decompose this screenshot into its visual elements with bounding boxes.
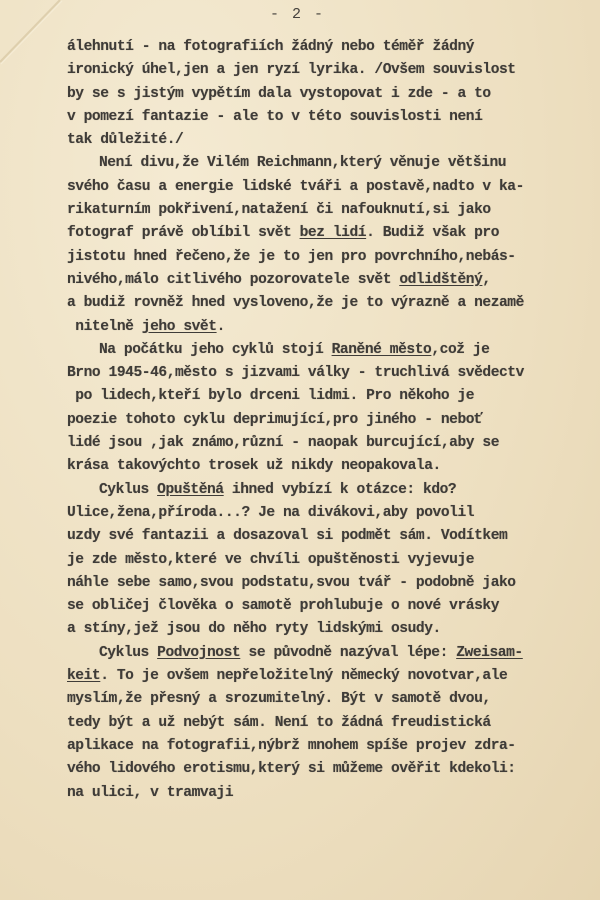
text-line — [67, 665, 599, 688]
underlined-text: Opuštěná — [157, 481, 224, 498]
text-segment: nivého,málo citlivého pozorovatele svět — [67, 271, 400, 288]
text-line — [67, 292, 599, 315]
text-segment: svého času a energie lidské tváři a postavě,nadto v ka- — [67, 178, 524, 195]
text-segment: tak důležité./ — [67, 132, 184, 149]
text-line — [67, 269, 599, 292]
text-segment: rikaturním pokřivení,natažení či nafouknutí,si jako — [67, 202, 491, 219]
text-segment: po lidech,kteří bylo drceni lidmi. Pro někoho je — [67, 388, 475, 405]
text-segment: se původně nazýval lépe: — [240, 644, 457, 661]
page-number: - 2 - — [270, 6, 326, 23]
text-segment: ,což je — [431, 341, 490, 358]
text-line — [67, 176, 599, 199]
text-line — [67, 362, 599, 385]
text-segment: náhle sebe samo,svou podstatu,svou tvář - podobně jako — [67, 574, 516, 591]
text-line — [67, 432, 599, 455]
text-line — [67, 502, 599, 525]
text-segment: a budiž rovněž hned vysloveno,že je to výrazně a nezamě — [67, 295, 524, 312]
text-line — [67, 385, 599, 408]
text-segment: tedy být a už nebýt sám. Není to žádná freudistická — [67, 714, 491, 731]
text-line — [67, 758, 599, 781]
text-segment: krása takovýchto trosek už nikdy neopakovala. — [67, 458, 441, 475]
text-line — [67, 479, 599, 502]
text-segment: Cyklus — [99, 644, 158, 661]
underlined-text: bez lidí — [299, 225, 367, 242]
underlined-text: odlidštěný — [399, 271, 483, 288]
text-segment: Není divu,že Vilém Reichmann,který věnuje většinu — [99, 155, 507, 172]
text-segment: je zde město,které ve chvíli opuštěnosti vyjevuje — [67, 551, 475, 568]
text-segment: poezie tohoto cyklu deprimující,pro jiného - neboť — [67, 411, 483, 428]
underlined-text: keit — [67, 668, 101, 685]
underlined-text: jeho svět — [141, 318, 217, 335]
text-line — [67, 152, 599, 175]
text-segment: vého lidového erotismu,který si můžeme ověřit kdekoli: — [67, 761, 516, 778]
text-segment: by se s jistým vypětím dala vystopovat i zde - a to — [67, 85, 491, 102]
text-segment: ironický úhel,jen a jen ryzí lyrika. /Ovšem souvislost — [67, 62, 516, 79]
text-line — [67, 455, 599, 478]
text-segment: Cyklus — [99, 481, 158, 498]
text-line — [67, 59, 599, 82]
text-segment: myslím,že přesný a srozumitelný. Být v samotě dvou, — [67, 691, 491, 708]
text-segment: v pomezí fantazie - ale to v této souvislosti není — [67, 108, 483, 125]
text-line — [67, 36, 599, 59]
text-segment: ihned vybízí k otázce: kdo? — [223, 481, 457, 498]
text-line — [67, 409, 599, 432]
text-segment: . Budiž však pro — [366, 225, 500, 242]
text-segment: álehnutí - na fotografiích žádný nebo téměř žádný — [67, 39, 475, 55]
text-line — [67, 595, 599, 618]
text-line — [67, 246, 599, 269]
text-line — [67, 339, 599, 362]
text-segment: jistotu hned řečeno,že je to jen pro povrchního,nebás- — [67, 248, 516, 265]
text-line — [67, 782, 599, 805]
text-segment: Brno 1945-46,město s jizvami války - truchlivá svědectv — [67, 365, 524, 382]
text-line — [67, 199, 599, 222]
text-segment: Ulice,žena,příroda...? Je na divákovi,aby povolil — [67, 504, 475, 521]
text-segment: a stíny,jež jsou do něho ryty lidskými osudy. — [67, 621, 441, 638]
underlined-text: Zweisam- — [456, 644, 523, 661]
text-segment: lidé jsou ,jak známo,různí - naopak burcující,aby se — [67, 435, 499, 452]
typewritten-body — [67, 36, 599, 805]
text-segment: , — [482, 271, 491, 288]
text-line — [67, 129, 599, 152]
text-line — [67, 618, 599, 641]
text-line — [67, 642, 599, 665]
text-segment: aplikace na fotografii,nýbrž mnohem spíše projev zdra- — [67, 737, 516, 754]
underlined-text: Podvojnost — [157, 644, 241, 661]
text-segment: se obličej člověka o samotě prohlubuje o nové vrásky — [67, 598, 499, 615]
text-line — [67, 712, 599, 735]
text-line — [67, 572, 599, 595]
text-segment: Na počátku jeho cyklů stojí — [99, 341, 332, 358]
text-line — [67, 688, 599, 711]
text-segment: fotograf právě oblíbil svět — [67, 225, 300, 242]
text-segment: na ulici, v tramvaji — [67, 784, 234, 801]
text-segment: . — [216, 318, 225, 335]
text-segment: uzdy své fantazii a dosazoval si podmět sám. Vodítkem — [67, 528, 508, 545]
text-segment: nitelně — [67, 318, 142, 335]
underlined-text: Raněné město — [331, 341, 432, 358]
text-line — [67, 316, 599, 339]
text-line — [67, 549, 599, 572]
text-line — [67, 525, 599, 548]
text-line — [67, 735, 599, 758]
text-line — [67, 83, 599, 106]
text-line — [67, 106, 599, 129]
text-line — [67, 222, 599, 245]
text-segment: . To je ovšem nepřeložitelný německý novotvar,ale — [100, 668, 508, 685]
